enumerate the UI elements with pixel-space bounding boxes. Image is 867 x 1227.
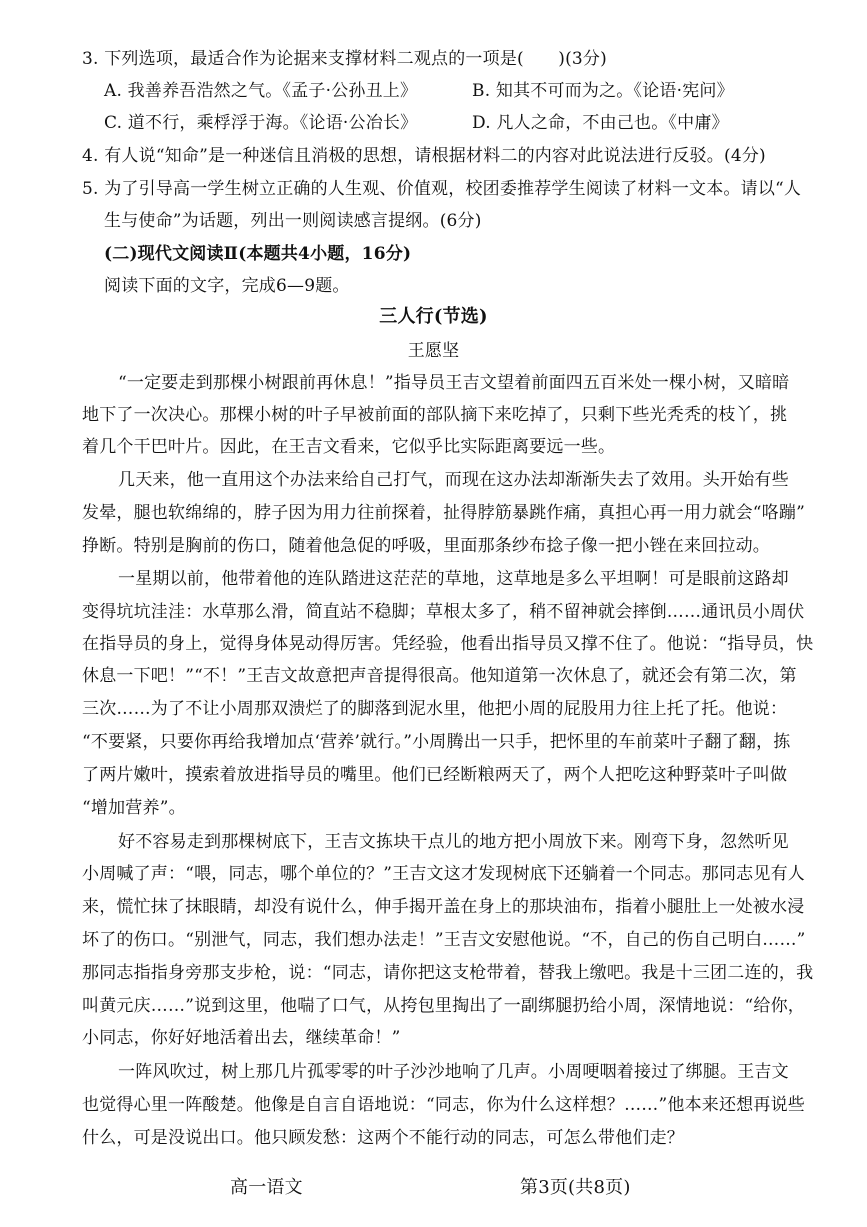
article-line: 什么，可是没说出口。他只顾发愁：这两个不能行动的同志，可怎么带他们走？ (82, 1128, 684, 1148)
footer-subject: 高一语文 (230, 1177, 303, 1198)
option-b: B. 知其不可而为之。《论语·宪问》 (472, 81, 734, 101)
article-line: 小周喊了声：“喂，同志，哪个单位的？”王吉文这才发现树底下还躺着一个同志。那同志见有人 (82, 864, 805, 884)
article-line: 挣断。特别是胸前的伤口，随着他急促的呼吸，里面那条纱布捻子像一把小锉在来回拉动。 (82, 536, 770, 556)
article-line: “一定要走到那棵小树跟前再休息！”指导员王吉文望着前面四五百米处一棵小树，又暗暗 (118, 373, 790, 393)
article-line: 那同志指指身旁那支步枪，说：“同志，请你把这支枪带着，替我上缴吧。我是十三团二连的，我 (82, 963, 814, 983)
article-line: 休息一下吧！”“不！”王吉文故意把声音提得很高。他知道第一次休息了，就还会有第二次，第 (82, 666, 797, 686)
article-line: 几天来，他一直用这个办法来给自己打气，而现在这办法却渐渐失去了效用。头开始有些 (118, 470, 789, 490)
question-5-line-2: 生与使命”为话题，列出一则阅读感言提纲。(6分) (104, 211, 482, 231)
article-line: 也觉得心里一阵酸楚。他像是自言自语地说：“同志，你为什么这样想？……”他本来还想再说些 (82, 1095, 805, 1115)
article-line: 叫黄元庆……”说到这里，他喘了口气，从挎包里掏出了一副绑腿扔给小周，深情地说：“给你， (82, 996, 805, 1016)
article-line: 一阵风吹过，树上那几片孤零零的叶子沙沙地响了几声。小周哽咽着接过了绑腿。王吉文 (118, 1062, 789, 1082)
question-5-line-1: 5. 为了引导高一学生树立正确的人生观、价值观，校团委推荐学生阅读了材料一文本。请以“人 (82, 179, 802, 199)
article-line: “不要紧，只要你再给我增加点‘营养’就行。”小周腾出一只手，把怀里的车前菜叶子翻了翻，拣 (82, 732, 791, 752)
article-author: 王愿坚 (407, 341, 460, 361)
option-d: D. 凡人之命，不由己也。《中庸》 (472, 113, 729, 133)
article-line: 来，慌忙抹了抹眼睛，却没有说什么，伸手揭开盖在身上的那块油布，指着小腿肚上一处被水浸 (82, 897, 805, 917)
article-line: 好不容易走到那棵树底下，王吉文拣块干点儿的地方把小周放下来。刚弯下身，忽然听见 (118, 832, 789, 852)
article-line: 发晕，腿也软绵绵的，脖子因为用力往前探着，扯得脖筋暴跳作痛，真担心再一用力就会“咯蹦” (82, 503, 805, 523)
section-heading: (二)现代文阅读Ⅱ(本题共4小题，16分) (104, 244, 412, 264)
article-line: 在指导员的身上，觉得身体晃动得厉害。凭经验，他看出指导员又撑不住了。他说：“指导员，快 (82, 634, 814, 654)
question-3: 3. 下列选项，最适合作为论据来支撑材料二观点的一项是( )(3分) (82, 49, 607, 69)
option-c: C. 道不行，乘桴浮于海。《论语·公冶长》 (104, 113, 418, 133)
article-line: 变得坑坑洼洼：水草那么滑，简直站不稳脚；草根太多了，稍不留神就会摔倒……通讯员小周伏 (82, 602, 805, 622)
section-instruction: 阅读下面的文字，完成6—9题。 (104, 276, 350, 296)
article-line: “增加营养”。 (82, 798, 186, 818)
article-title: 三人行(节选) (379, 306, 488, 327)
option-a: A. 我善养吾浩然之气。《孟子·公孙丑上》 (104, 81, 418, 101)
article-line: 小同志，你好好地活着出去，继续革命！” (82, 1028, 401, 1048)
question-4: 4. 有人说“知命”是一种迷信且消极的思想，请根据材料二的内容对此说法进行反驳。(4分) (82, 146, 766, 166)
article-line: 一星期以前，他带着他的连队踏进这茫茫的草地，这草地是多么平坦啊！可是眼前这路却 (118, 569, 789, 589)
article-line: 三次……为了不让小周那双溃烂了的脚落到泥水里，他把小周的屁股用力往上托了托。他说： (82, 699, 788, 719)
footer-page-number: 第3页(共8页) (520, 1177, 631, 1198)
article-line: 坏了的伤口。“别泄气，同志，我们想办法走！”王吉文安慰他说。“不，自己的伤自己明白……” (82, 930, 806, 950)
article-line: 着几个干巴叶片。因此，在王吉文看来，它似乎比实际距离要远一些。 (82, 437, 616, 457)
article-line: 地下了一次决心。那棵小树的叶子早被前面的部队摘下来吃掉了，只剩下些光秃秃的枝丫，挑 (82, 405, 788, 425)
article-line: 了两片嫩叶，摸索着放进指导员的嘴里。他们已经断粮两天了，两个人把吃这种野菜叶子叫做 (82, 765, 788, 785)
